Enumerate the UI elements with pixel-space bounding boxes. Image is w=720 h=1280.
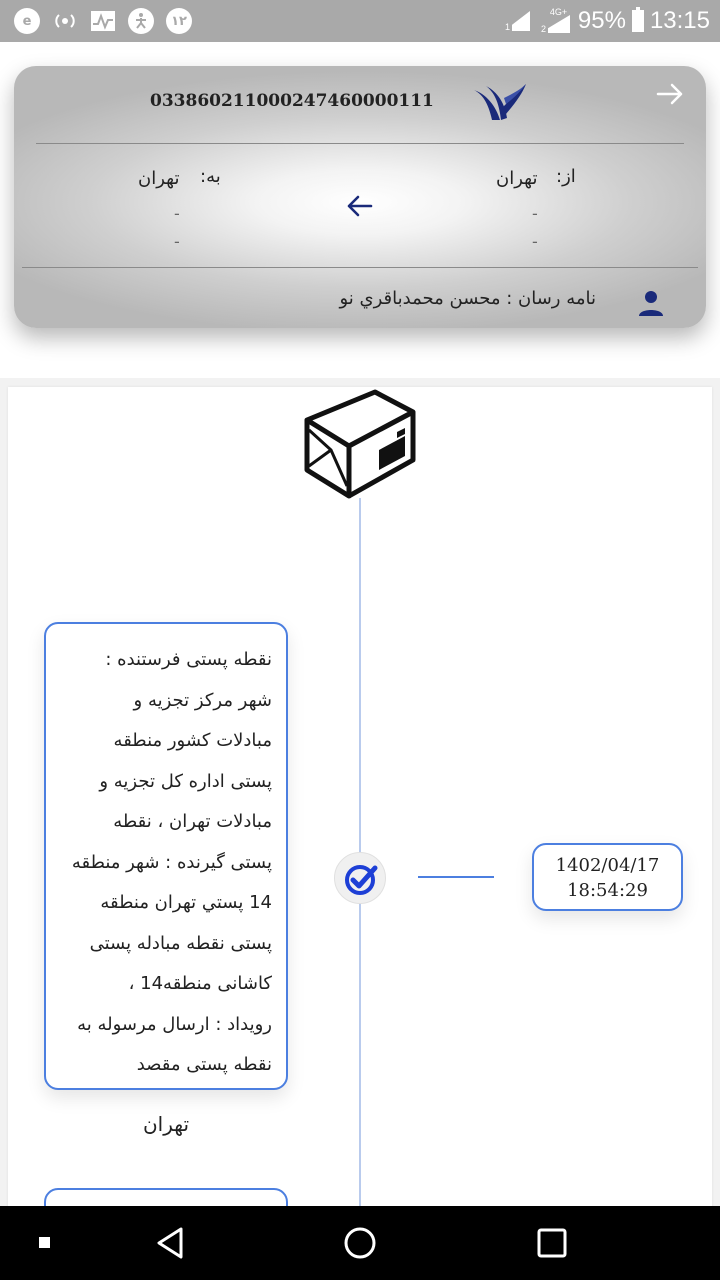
header-divider-bottom [22, 267, 698, 268]
event-line: پستی نقطه مبادله پستی [89, 932, 272, 954]
event-line: 14 پستي تهران منطقه [100, 892, 272, 913]
back-arrow-icon[interactable] [654, 78, 686, 110]
to-detail-1: - [174, 204, 180, 223]
checkmark-icon [335, 853, 387, 905]
event-line: مبادلات تهران ، نقطه [113, 811, 272, 832]
from-city: تهران [496, 168, 538, 189]
nav-home-icon[interactable] [330, 1206, 390, 1280]
event-line: شهر مرکز تجزیه و [133, 689, 272, 711]
from-detail-1: - [532, 204, 538, 223]
route-arrow-icon [345, 194, 375, 218]
browser-e-icon: e [14, 8, 40, 34]
event-description-card [44, 622, 288, 1090]
header-divider-top [36, 143, 684, 144]
hotspot-icon [52, 8, 78, 34]
notification-count-badge: ۱۲ [166, 8, 192, 34]
event-time: 18:54:29 [567, 880, 648, 901]
to-label: به: [200, 166, 221, 187]
event-line: پستی اداره کل تجزیه و [99, 770, 272, 792]
nav-recents-icon[interactable] [522, 1206, 582, 1280]
timeline-connector [418, 876, 494, 878]
timeline-node [334, 852, 386, 904]
event-date: 1402/04/17 [555, 855, 660, 876]
status-bar [0, 0, 720, 42]
tracking-number: 033860211000247460000111 [150, 91, 434, 111]
status-right-group [502, 0, 710, 42]
package-icon [303, 388, 417, 500]
post-logo-icon [472, 80, 528, 124]
accessibility-icon [128, 8, 154, 34]
nav-indicator-icon [20, 1206, 70, 1280]
event-line: پستی گیرنده : شهر منطقه [71, 851, 272, 873]
sim1-signal-icon [502, 9, 532, 33]
event-line: مبادلات کشور منطقه [113, 730, 272, 751]
clock: 13:15 [649, 7, 710, 34]
battery-percent: 95% [577, 7, 626, 34]
event-line: نقطه پستی فرستنده : [105, 649, 272, 670]
event-line: رویداد : ارسال مرسوله به [77, 1013, 272, 1035]
to-detail-2: - [174, 232, 180, 251]
sim2-signal-icon [538, 7, 572, 35]
navigation-bar [0, 1206, 720, 1280]
from-detail-2: - [532, 232, 538, 251]
battery-icon [632, 10, 644, 32]
event-line: نقطه پستی مقصد [136, 1054, 272, 1075]
from-label: از: [556, 166, 576, 187]
nav-back-icon[interactable] [140, 1206, 200, 1280]
to-city: تهران [138, 168, 180, 189]
user-icon [636, 288, 666, 318]
network-type-label: 4G+ [549, 7, 568, 17]
event-city: تهران [142, 1112, 190, 1136]
event-date-card [532, 843, 683, 911]
activity-icon [90, 8, 116, 34]
svg-text:2: 2 [540, 24, 546, 34]
postman-name: نامه رسان : محسن محمدباقري نو [339, 288, 596, 309]
event-line: کاشانی منطقه14 ، [128, 973, 272, 994]
svg-text:1: 1 [504, 22, 510, 32]
